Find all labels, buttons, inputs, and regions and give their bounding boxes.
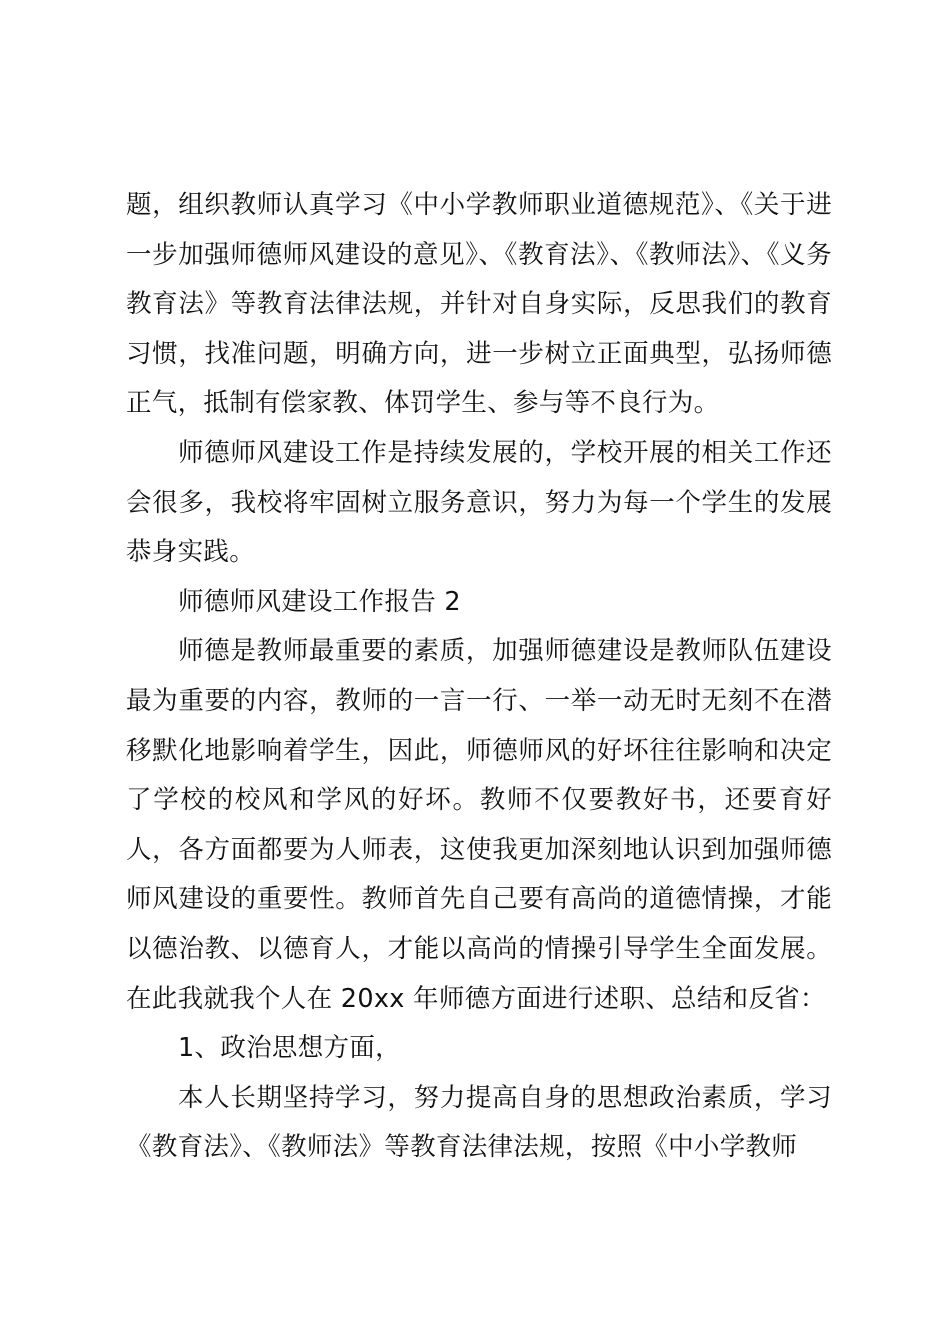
paragraph-intro: 师德是教师最重要的素质，加强师德建设是教师队伍建设最为重要的内容，教师的一言一行、一举一动无时无刻不在潜移默化地影响着学生，因此，师德师风的好坏往往影响和决定了学校的校风和学风的好坏。教师不仅要教好书，还要育好人，各方面都要为人师表，这使我更加深刻地认识到加强师德师风建设的重要性。教师首先自己要有高尚的道德情操，才能以德治教、以德育人，才能以高尚的情操引导学生全面发展。在此我就我个人在 20xx 年师德方面进行述职、总结和反省： [126,636,832,1014]
document-body [126,181,832,1173]
paragraph-conclusion: 师德师风建设工作是持续发展的，学校开展的相关工作还会很多，我校将牢固树立服务意识，努力为每一个学生的发展恭身实践。 [126,437,832,568]
paragraph-study: 本人长期坚持学习，努力提高自身的思想政治素质，学习《教育法》、《教师法》等教育法律法规，按照《中小学教师 [126,1082,832,1163]
report-title: 师德师风建设工作报告 2 [178,586,461,617]
paragraph-continuation: 题，组织教师认真学习《中小学教师职业道德规范》、《关于进一步加强师德师风建设的意见》、《教育法》、《教师法》、《义务教育法》等教育法律法规，并针对自身实际，反思我们的教育习惯，找准问题，明确方向，进一步树立正面典型，弘扬师德正气，抵制有偿家教、体罚学生、参与等不良行为。 [126,190,832,419]
section-heading-politics: 1、政治思想方面， [178,1033,401,1064]
